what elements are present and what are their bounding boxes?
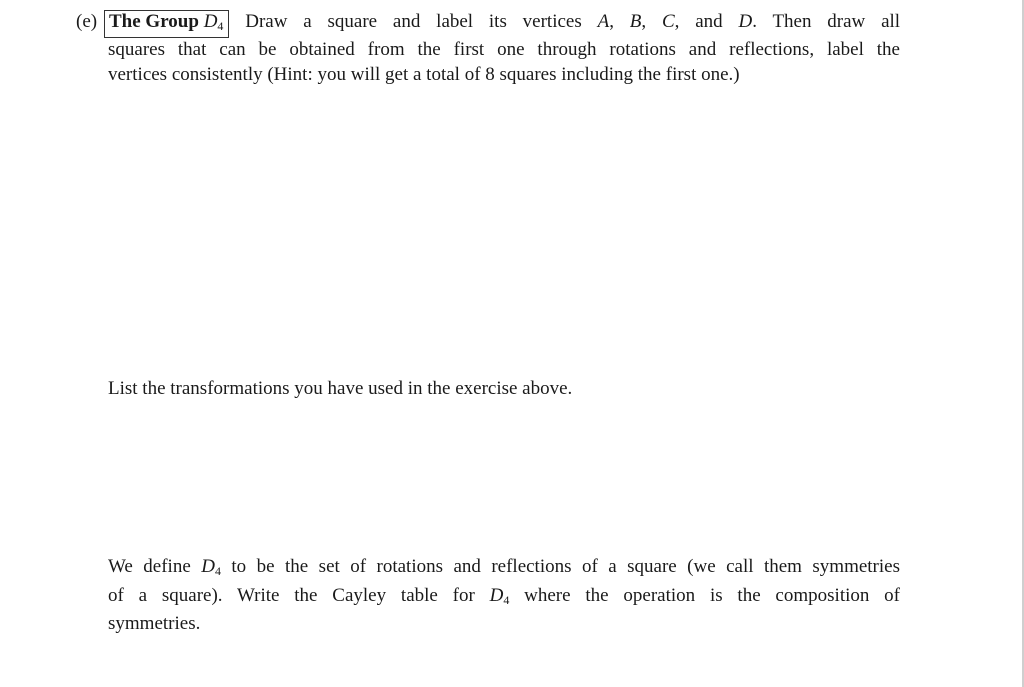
comma-3: ,	[674, 11, 680, 32]
prompt-line-2: squares that can be obtained from the first one through rotations and reflections, label the	[108, 39, 900, 60]
cayley-line-3: symmetries.	[108, 613, 201, 634]
group-symbol-inline-1: D	[201, 556, 215, 577]
cayley-line-2-post: where the operation is the composition of	[524, 584, 901, 606]
section-title: The Group	[109, 11, 199, 32]
group-index-inline-1: 4	[214, 564, 221, 578]
cayley-line-2-pre: of a square). Write the Cayley table for	[108, 584, 475, 606]
comma-1: ,	[609, 11, 614, 32]
and-word: and	[695, 11, 723, 32]
group-symbol: D	[203, 11, 218, 32]
prompt-line-1-text: Draw a square and label its vertices	[245, 11, 582, 32]
group-symbol-inline-2: D	[489, 584, 504, 606]
part-label: (e)	[76, 11, 98, 32]
comma-2: ,	[641, 11, 647, 32]
group-index-inline-2: 4	[503, 592, 510, 607]
prompt-line-1	[108, 10, 900, 38]
cayley-prompt	[108, 555, 900, 637]
prompt-line-3: vertices consistently (Hint: you will get a total of 8 squares including the first one.)	[108, 63, 740, 85]
section-title-box	[104, 10, 229, 38]
cayley-line-1-pre: We define	[108, 556, 191, 577]
prompt-line-1-tail: . Then draw all	[752, 11, 901, 32]
exercise-prompt	[108, 10, 900, 87]
group-index: 4	[217, 19, 224, 33]
vertex-d: D	[738, 11, 753, 32]
cayley-line-1-post: to be the set of rotations and reflections of a square (we call them symmetries	[231, 556, 900, 577]
vertex-c: C	[661, 11, 675, 32]
vertex-a: A	[597, 11, 610, 32]
transformations-line: List the transformations you have used in the exercise above.	[108, 378, 573, 399]
cayley-line-1	[108, 555, 900, 584]
transformations-prompt	[108, 377, 900, 402]
vertex-b: B	[629, 11, 642, 32]
cayley-line-2	[108, 584, 900, 613]
